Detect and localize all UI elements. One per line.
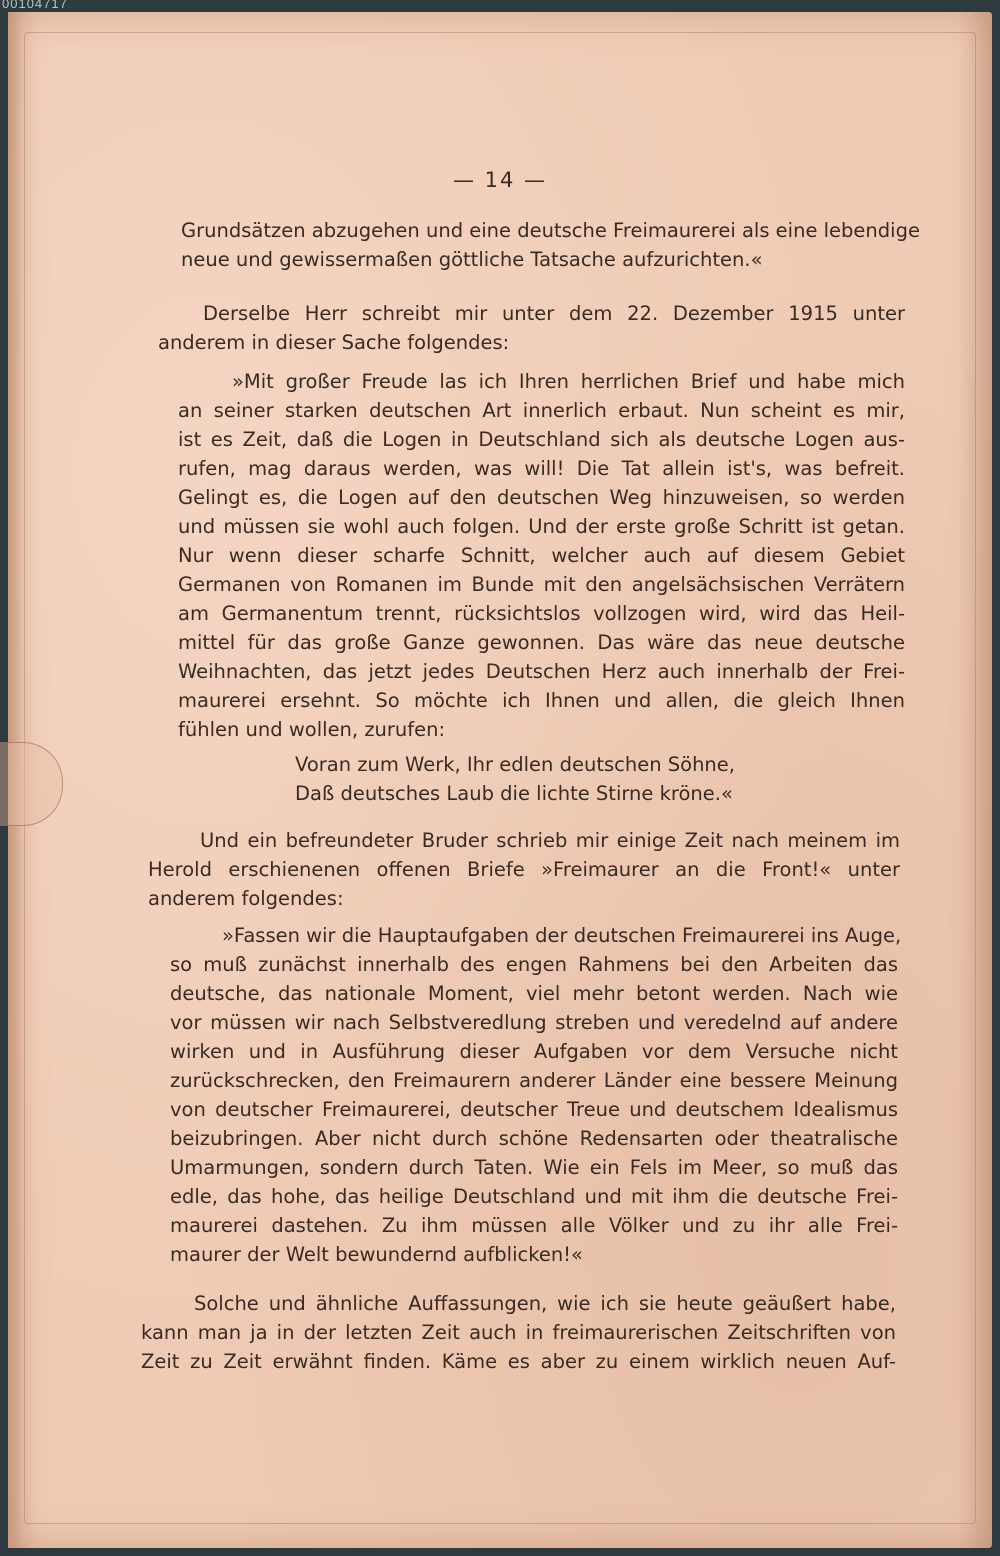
quote-line: Umarmungen, sondern durch Taten. Wie ein Fels im Meer, so muß das bbox=[170, 1156, 898, 1179]
quote-line: beizubringen. Aber nicht durch schöne Redensarten oder theatralische bbox=[170, 1127, 898, 1150]
quote-line: maurerei dastehen. Zu ihm müssen alle Völker und zu ihr alle Frei- bbox=[170, 1214, 898, 1237]
quote-line: zurückschrecken, den Freimaurern anderer Länder eine bessere Meinung bbox=[170, 1069, 898, 1092]
text-line: anderem in dieser Sache folgendes: bbox=[158, 331, 510, 354]
quote-line: rufen, mag daraus werden, was will! Die Tat allein ist's, was befreit. bbox=[178, 457, 905, 480]
archive-id-label: 00104717 bbox=[2, 0, 68, 11]
quote-line: von deutscher Freimaurerei, deutscher Treue und deutschem Idealismus bbox=[170, 1098, 898, 1121]
quote-line: »Fassen wir die Hauptaufgaben der deutschen Freimaurerei ins Auge, bbox=[222, 924, 902, 947]
quote-line: und müssen sie wohl auch folgen. Und der erste große Schritt ist getan. bbox=[178, 515, 905, 538]
page-number: — 14 — bbox=[452, 168, 548, 192]
quote-line: »Mit großer Freude las ich Ihren herrlichen Brief und habe mich bbox=[232, 370, 905, 393]
quote-line: so muß zunächst innerhalb des engen Rahmens bei den Arbeiten das bbox=[170, 953, 898, 976]
text-line: Herold erschienenen offenen Briefe »Freimaurer an die Front!« unter bbox=[148, 858, 900, 881]
quote-line: maurer der Welt bewundernd aufblicken!« bbox=[170, 1243, 583, 1266]
quote-line: Weihnachten, das jetzt jedes Deutschen Herz auch innerhalb der Frei- bbox=[178, 660, 905, 683]
quote-line: vor müssen wir nach Selbstveredlung streben und veredelnd auf andere bbox=[170, 1011, 898, 1034]
text-line: kann man ja in der letzten Zeit auch in freimaurerischen Zeitschriften von bbox=[141, 1321, 896, 1344]
quote-line: ist es Zeit, daß die Logen in Deutschland sich als deutsche Logen aus- bbox=[178, 428, 905, 451]
quote-line: Gelingt es, die Logen auf den deutschen Weg hinzuweisen, so werden bbox=[178, 486, 905, 509]
quote-line: deutsche, das nationale Moment, viel mehr betont werden. Nach wie bbox=[170, 982, 898, 1005]
text-line: Solche und ähnliche Auffassungen, wie ich sie heute geäußert habe, bbox=[194, 1292, 896, 1315]
text-line: anderem folgendes: bbox=[148, 887, 344, 910]
verse-line: Daß deutsches Laub die lichte Stirne kröne.« bbox=[295, 782, 733, 805]
text-line: neue und gewissermaßen göttliche Tatsache aufzurichten.« bbox=[181, 248, 763, 271]
quote-line: am Germanentum trennt, rücksichtslos vollzogen wird, wird das Heil- bbox=[178, 602, 905, 625]
text-line: Zeit zu Zeit erwähnt finden. Käme es aber zu einem wirklich neuen Auf- bbox=[141, 1350, 896, 1373]
quote-line: Germanen von Romanen im Bunde mit den angelsächsischen Verrätern bbox=[178, 573, 905, 596]
quote-line: an seiner starken deutschen Art innerlich erbaut. Nun scheint es mir, bbox=[178, 399, 905, 422]
verse-line: Voran zum Werk, Ihr edlen deutschen Söhne, bbox=[295, 753, 735, 776]
quote-line: edle, das hohe, das heilige Deutschland und mit ihm die deutsche Frei- bbox=[170, 1185, 898, 1208]
quote-line: mittel für das große Ganze gewonnen. Das wäre das neue deutsche bbox=[178, 631, 905, 654]
text-line: Und ein befreundeter Bruder schrieb mir einige Zeit nach meinem im bbox=[200, 829, 900, 852]
quote-line: Nur wenn dieser scharfe Schnitt, welcher auch auf diesem Gebiet bbox=[178, 544, 905, 567]
text-line: Grundsätzen abzugehen und eine deutsche Freimaurerei als eine lebendige bbox=[181, 219, 920, 242]
quote-line: fühlen und wollen, zurufen: bbox=[178, 718, 446, 741]
quote-line: maurerei ersehnt. So möchte ich Ihnen und allen, die gleich Ihnen bbox=[178, 689, 905, 712]
text-line: Derselbe Herr schreibt mir unter dem 22. Dezember 1915 unter bbox=[203, 302, 905, 325]
quote-line: wirken und in Ausführung dieser Aufgaben vor dem Versuche nicht bbox=[170, 1040, 898, 1063]
